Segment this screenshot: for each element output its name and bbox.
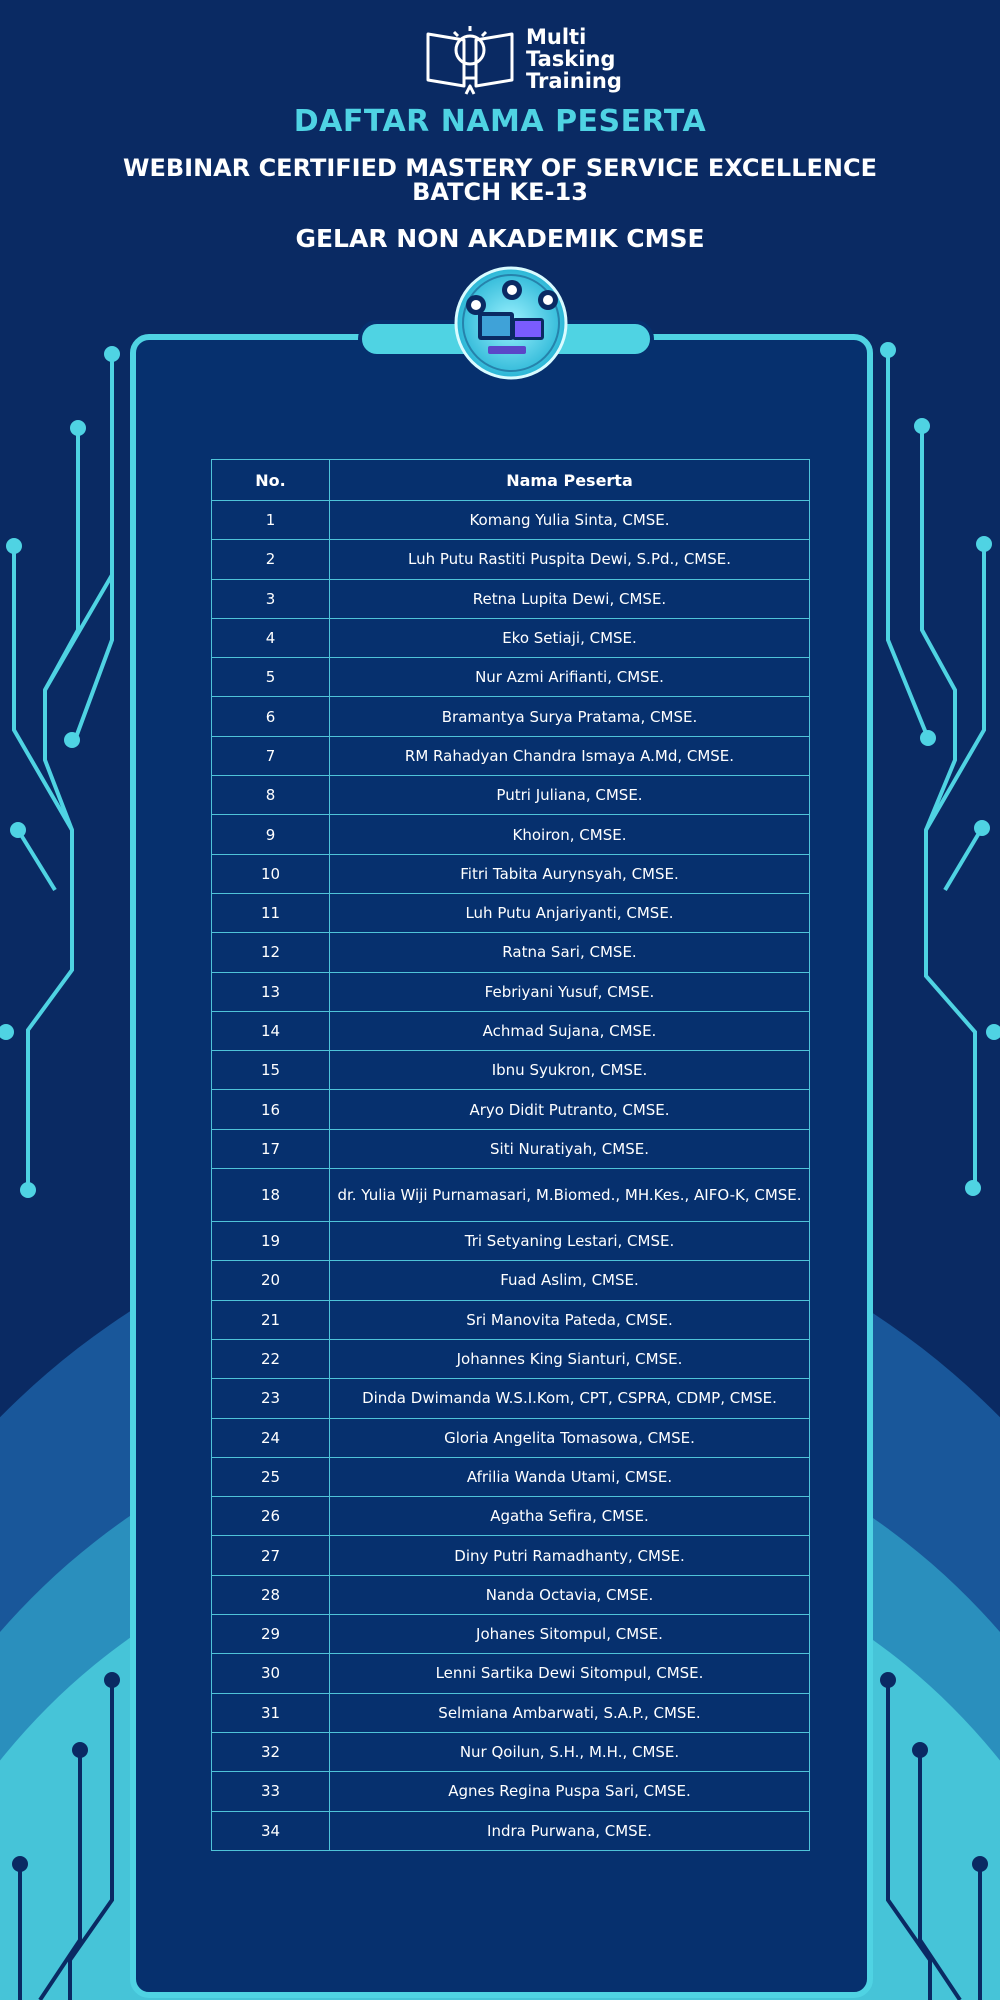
table-row: [212, 618, 810, 657]
participant-name: Afrilia Wanda Utami, CMSE.: [330, 1457, 810, 1496]
participant-name: Johannes King Sianturi, CMSE.: [330, 1339, 810, 1378]
logo-line-1: Multi: [526, 25, 587, 49]
participant-name: Luh Putu Rastiti Puspita Dewi, S.Pd., CMSE.: [330, 540, 810, 579]
row-number: 9: [212, 815, 330, 854]
participant-name: Selmiana Ambarwati, S.A.P., CMSE.: [330, 1693, 810, 1732]
table-row: [212, 815, 810, 854]
row-number: 12: [212, 933, 330, 972]
row-number: 2: [212, 540, 330, 579]
participant-name: Agatha Sefira, CMSE.: [330, 1497, 810, 1536]
row-number: 32: [212, 1732, 330, 1771]
table-row: [212, 933, 810, 972]
table-row: [212, 540, 810, 579]
logo-line-2: Tasking: [526, 47, 616, 71]
participant-table-container: [211, 459, 809, 1851]
table-row: [212, 579, 810, 618]
participant-name: Putri Juliana, CMSE.: [330, 776, 810, 815]
row-number: 3: [212, 579, 330, 618]
participant-name: Lenni Sartika Dewi Sitompul, CMSE.: [330, 1654, 810, 1693]
participant-name: Siti Nuratiyah, CMSE.: [330, 1129, 810, 1168]
row-number: 19: [212, 1222, 330, 1261]
row-number: 16: [212, 1090, 330, 1129]
participant-name: Bramantya Surya Pratama, CMSE.: [330, 697, 810, 736]
participant-name: Nur Azmi Arifianti, CMSE.: [330, 658, 810, 697]
participant-name: Nur Qoilun, S.H., M.H., CMSE.: [330, 1732, 810, 1771]
row-number: 17: [212, 1129, 330, 1168]
row-number: 23: [212, 1379, 330, 1418]
webinar-title: [100, 156, 900, 204]
participant-name: Nanda Octavia, CMSE.: [330, 1575, 810, 1614]
participant-name: Fuad Aslim, CMSE.: [330, 1261, 810, 1300]
row-number: 30: [212, 1654, 330, 1693]
table-body: [212, 501, 810, 1851]
degree-title: GELAR NON AKADEMIK CMSE: [295, 224, 705, 253]
row-number: 33: [212, 1772, 330, 1811]
table-row: [212, 1300, 810, 1339]
row-number: 34: [212, 1811, 330, 1850]
row-number: 4: [212, 618, 330, 657]
header-name: Nama Peserta: [330, 460, 810, 501]
table-header-row: [212, 460, 810, 501]
participant-name: Luh Putu Anjariyanti, CMSE.: [330, 893, 810, 932]
row-number: 6: [212, 697, 330, 736]
logo: [424, 22, 624, 98]
row-number: 11: [212, 893, 330, 932]
participant-name: Komang Yulia Sinta, CMSE.: [330, 501, 810, 540]
row-number: 27: [212, 1536, 330, 1575]
table-row: [212, 501, 810, 540]
webinar-title-line-1: WEBINAR CERTIFIED MASTERY OF SERVICE EXCELLENCE: [122, 154, 877, 182]
table-row: [212, 1169, 810, 1222]
row-number: 21: [212, 1300, 330, 1339]
row-number: 26: [212, 1497, 330, 1536]
row-number: 28: [212, 1575, 330, 1614]
participant-name: Gloria Angelita Tomasowa, CMSE.: [330, 1418, 810, 1457]
table-row: [212, 1222, 810, 1261]
row-number: 1: [212, 501, 330, 540]
row-number: 31: [212, 1693, 330, 1732]
participant-name: Johanes Sitompul, CMSE.: [330, 1615, 810, 1654]
webinar-title-line-2: BATCH KE-13: [412, 178, 588, 206]
row-number: 15: [212, 1051, 330, 1090]
row-number: 8: [212, 776, 330, 815]
participant-name: dr. Yulia Wiji Purnamasari, M.Biomed., MH.Kes., AIFO-K, CMSE.: [330, 1169, 810, 1222]
page-title: DAFTAR NAMA PESERTA: [293, 104, 707, 139]
participant-name: Ratna Sari, CMSE.: [330, 933, 810, 972]
participant-name: Tri Setyaning Lestari, CMSE.: [330, 1222, 810, 1261]
participant-name: Retna Lupita Dewi, CMSE.: [330, 579, 810, 618]
participant-name: Achmad Sujana, CMSE.: [330, 1011, 810, 1050]
table-row: [212, 1051, 810, 1090]
row-number: 13: [212, 972, 330, 1011]
table-row: [212, 1339, 810, 1378]
participant-name: RM Rahadyan Chandra Ismaya A.Md, CMSE.: [330, 736, 810, 775]
participant-name: Indra Purwana, CMSE.: [330, 1811, 810, 1850]
table-row: [212, 697, 810, 736]
row-number: 20: [212, 1261, 330, 1300]
row-number: 14: [212, 1011, 330, 1050]
row-number: 18: [212, 1169, 330, 1222]
row-number: 7: [212, 736, 330, 775]
table-row: [212, 1615, 810, 1654]
header-no: No.: [212, 460, 330, 501]
logo-text: [526, 26, 622, 92]
table-row: [212, 1575, 810, 1614]
row-number: 24: [212, 1418, 330, 1457]
row-number: 25: [212, 1457, 330, 1496]
table-row: [212, 854, 810, 893]
table-row: [212, 1261, 810, 1300]
table-row: [212, 1536, 810, 1575]
table-row: [212, 1654, 810, 1693]
table-row: [212, 1772, 810, 1811]
table-row: [212, 1418, 810, 1457]
participant-name: Febriyani Yusuf, CMSE.: [330, 972, 810, 1011]
row-number: 22: [212, 1339, 330, 1378]
table-row: [212, 776, 810, 815]
table-row: [212, 1811, 810, 1850]
table-row: [212, 1497, 810, 1536]
participant-name: Aryo Didit Putranto, CMSE.: [330, 1090, 810, 1129]
table-row: [212, 736, 810, 775]
table-row: [212, 1732, 810, 1771]
participant-name: Eko Setiaji, CMSE.: [330, 618, 810, 657]
participant-name: Ibnu Syukron, CMSE.: [330, 1051, 810, 1090]
table-row: [212, 893, 810, 932]
table-row: [212, 658, 810, 697]
table-row: [212, 1693, 810, 1732]
logo-line-3: Training: [526, 69, 622, 93]
participant-table: [211, 459, 810, 1851]
table-row: [212, 1129, 810, 1168]
lightbulb-book-icon: [424, 22, 520, 98]
participant-name: Fitri Tabita Aurynsyah, CMSE.: [330, 854, 810, 893]
row-number: 29: [212, 1615, 330, 1654]
table-row: [212, 1011, 810, 1050]
table-row: [212, 1090, 810, 1129]
participant-name: Dinda Dwimanda W.S.I.Kom, CPT, CSPRA, CDMP, CMSE.: [330, 1379, 810, 1418]
table-row: [212, 972, 810, 1011]
participant-name: Sri Manovita Pateda, CMSE.: [330, 1300, 810, 1339]
row-number: 5: [212, 658, 330, 697]
table-row: [212, 1457, 810, 1496]
row-number: 10: [212, 854, 330, 893]
table-row: [212, 1379, 810, 1418]
participant-name: Agnes Regina Puspa Sari, CMSE.: [330, 1772, 810, 1811]
participant-name: Khoiron, CMSE.: [330, 815, 810, 854]
participant-name: Diny Putri Ramadhanty, CMSE.: [330, 1536, 810, 1575]
